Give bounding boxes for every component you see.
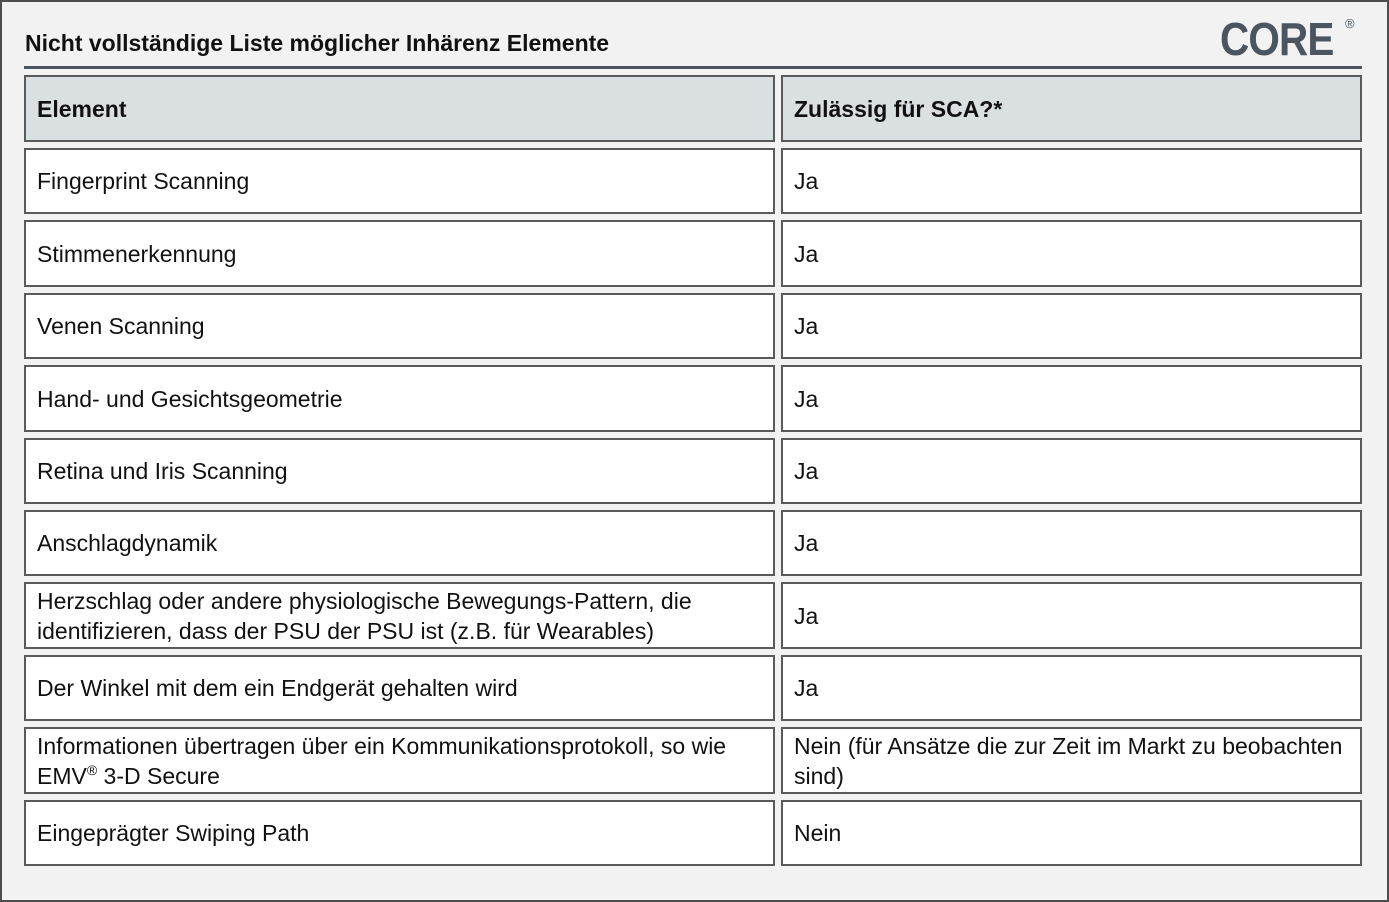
element-text: Informationen übertragen über ein Kommunikationsprotokoll, so wie EMV® 3-D Secure bbox=[37, 732, 727, 789]
header-allowed: Zulässig für SCA?* bbox=[781, 75, 1362, 142]
table-row-element: Retina und Iris Scanning bbox=[24, 438, 775, 504]
table-row-element: Fingerprint Scanning bbox=[24, 148, 775, 214]
table-row-element: Eingeprägter Swiping Path bbox=[24, 800, 775, 866]
table-row-element: Stimmenerkennung bbox=[24, 220, 775, 287]
header-element: Element bbox=[24, 75, 775, 142]
page-title: Nicht vollständige Liste möglicher Inhärenz Elemente bbox=[25, 30, 610, 56]
table-row-element: Herzschlag oder andere physiologische Bewegungs-Pattern, die identifizieren, dass der PSU der PSU ist (z.B. für Wearables) bbox=[24, 582, 775, 649]
table-row-allowed: Ja bbox=[781, 220, 1362, 287]
table-row-allowed: Ja bbox=[781, 148, 1362, 214]
title-divider bbox=[24, 66, 1362, 69]
table-row-element bbox=[24, 727, 775, 794]
table-row-allowed: Ja bbox=[781, 438, 1362, 504]
table-row-allowed: Nein (für Ansätze die zur Zeit im Markt zu beobachten sind) bbox=[781, 727, 1362, 794]
table-row-allowed: Ja bbox=[781, 582, 1362, 649]
table-row-allowed: Ja bbox=[781, 510, 1362, 576]
core-logo: CORE bbox=[1220, 13, 1334, 65]
table-row-allowed: Nein bbox=[781, 800, 1362, 866]
table-row-element: Der Winkel mit dem ein Endgerät gehalten wird bbox=[24, 655, 775, 721]
table-row-allowed: Ja bbox=[781, 293, 1362, 359]
table-row-allowed: Ja bbox=[781, 365, 1362, 432]
table-row-allowed: Ja bbox=[781, 655, 1362, 721]
table-row-element: Hand- und Gesichtsgeometrie bbox=[24, 365, 775, 432]
registered-mark: ® bbox=[1345, 16, 1355, 31]
table-row-element: Anschlagdynamik bbox=[24, 510, 775, 576]
table-row-element: Venen Scanning bbox=[24, 293, 775, 359]
